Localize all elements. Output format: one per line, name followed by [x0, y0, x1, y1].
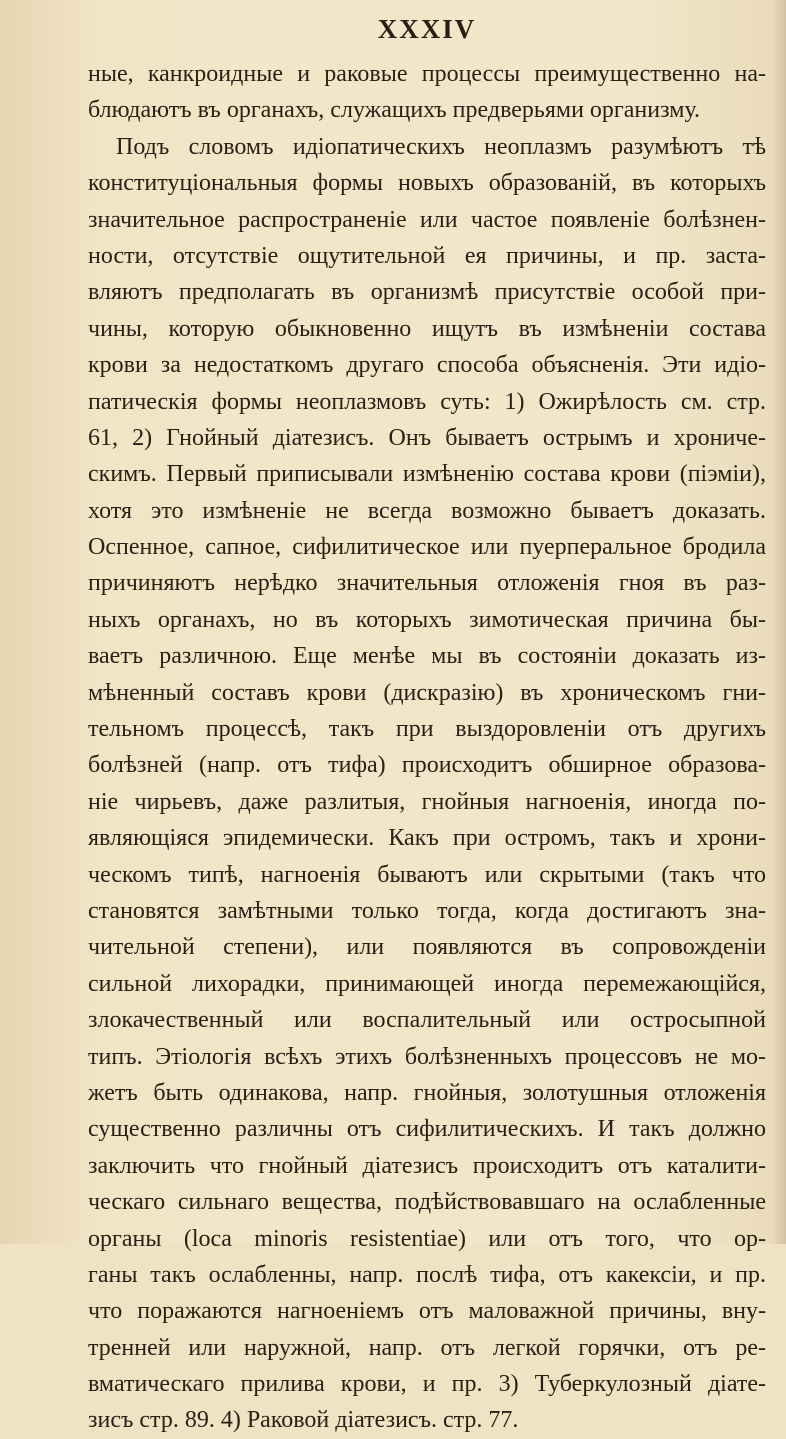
text-line: ваетъ различною. Еще менѣе мы въ состояніи доказать из- [88, 643, 766, 670]
page-number: XXXIV [377, 14, 477, 44]
text-line: чины, которую обыкновенно ищутъ въ измѣненіи состава [88, 315, 766, 342]
text-line: скимъ. Первый приписывали измѣненію состава крови (піэміи), [88, 461, 766, 488]
text-line: органы (loca minoris resistentiae) или отъ того, что ор- [88, 1225, 766, 1252]
body-text [88, 56, 766, 1439]
text-line: чительной степени), или появляются въ сопровожденіи [88, 934, 766, 961]
text-line: зисъ стр. 89. 4) Раковой діатезисъ. стр. 77. [88, 1407, 519, 1434]
text-line: болѣзней (напр. отъ тифа) происходитъ обширное образова- [88, 752, 766, 779]
text-line: ныхъ органахъ, но въ которыхъ зимотическая причина бы- [88, 606, 766, 633]
text-line: заключить что гнойный діатезисъ происходитъ отъ каталити- [88, 1152, 766, 1179]
text-line: вляютъ предполагать въ организмѣ присутствіе особой при- [88, 279, 766, 306]
text-line: становятся замѣтными только тогда, когда достигаютъ зна- [88, 897, 766, 924]
text-line: Оспенное, сапное, сифилитическое или пуерперальное бродила [88, 534, 766, 561]
text-line: что поражаются нагноеніемъ отъ маловажной причины, вну- [88, 1298, 766, 1325]
text-line: 61, 2) Гнойный діатезисъ. Онъ бываетъ острымъ и хрониче- [88, 424, 766, 451]
text-line: вматическаго прилива крови, и пр. 3) Туберкулозный діате- [88, 1371, 766, 1398]
text-line: ческомъ типѣ, нагноенія бываютъ или скрытыми (такъ что [88, 861, 766, 888]
text-line: причиняютъ нерѣдко значительныя отложенія гноя въ раз- [88, 570, 766, 597]
text-line: жетъ быть одинакова, напр. гнойныя, золотушныя отложенія [88, 1079, 766, 1106]
text-line: значительное распространеніе или частое появленіе болѣзнен- [88, 206, 766, 233]
text-line: крови за недостаткомъ другаго способа объясненія. Эти идіо- [88, 352, 766, 379]
text-line: ческаго сильнаго вещества, подѣйствовавшаго на ослабленные [88, 1189, 766, 1216]
text-line: сильной лихорадки, принимающей иногда перемежающійся, [88, 970, 766, 997]
text-line: патическія формы неоплазмовъ суть: 1) Ожирѣлость см. стр. [88, 388, 766, 415]
text-line: ганы такъ ослабленны, напр. послѣ тифа, отъ какексіи, и пр. [88, 1261, 766, 1288]
text-line: Подъ словомъ идіопатическихъ неоплазмъ разумѣютъ тѣ [116, 133, 766, 160]
text-line: ные, канкроидные и раковые процессы преимущественно на- [88, 61, 766, 87]
text-line: тренней или наружной, напр. отъ легкой горячки, отъ ре- [88, 1334, 766, 1361]
text-line: хотя это измѣненіе не всегда возможно бываетъ доказать. [88, 497, 766, 524]
text-line: блюдаютъ въ органахъ, служащихъ предверьями организму. [88, 97, 701, 124]
text-line: тельномъ процессѣ, такъ при выздоровленіи отъ другихъ [88, 716, 766, 743]
text-line: злокачественный или воспалительный или остросыпной [88, 1007, 766, 1034]
text-line: существенно различны отъ сифилитическихъ. И такъ должно [88, 1116, 766, 1143]
text-line: ности, отсутствіе ощутительной ея причины, и пр. заста- [88, 242, 766, 269]
page-edge-shadow [772, 0, 786, 1244]
text-line: конституціональныя формы новыхъ образованій, въ которыхъ [88, 170, 766, 197]
text-line: мѣненный составъ крови (дискразію) въ хроническомъ гни- [88, 679, 766, 706]
text-line: ніе чирьевъ, даже разлитыя, гнойныя нагноенія, иногда по- [88, 788, 766, 815]
text-line: являющіяся эпидемически. Какъ при остромъ, такъ и хрони- [88, 825, 766, 852]
text-line: типъ. Этіологія всѣхъ этихъ болѣзненныхъ процессовъ не мо- [88, 1043, 766, 1070]
